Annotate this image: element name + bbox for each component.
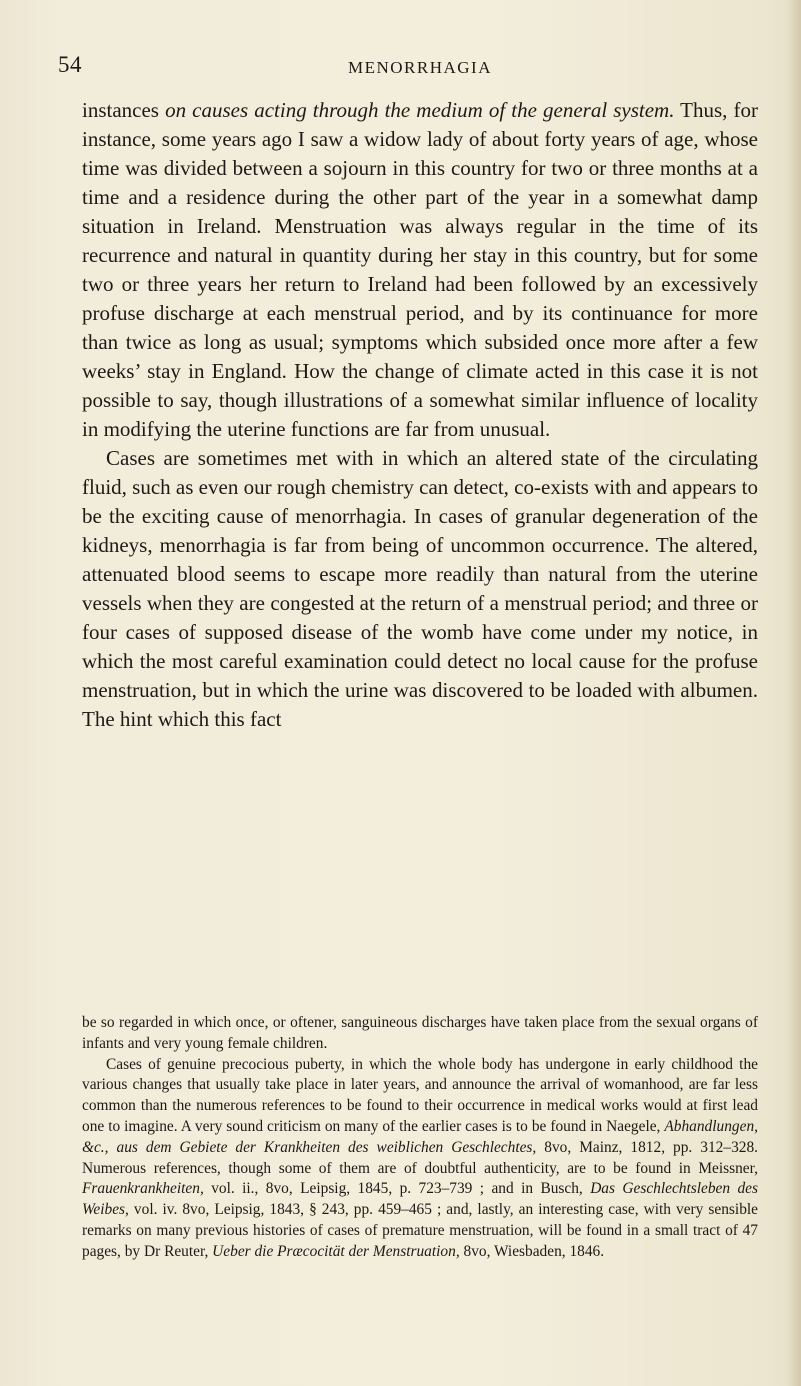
running-head: MENORRHAGIA: [348, 58, 492, 77]
paragraph-2: Cases are sometimes met with in which an altered state of the circulating fluid, such as even our rough chemistry can detect, co-exists with and appears to be the exciting cause of menorrhagia. In cases of granular degeneration of the kidneys, menorrhagia is far from being of uncommon occurrence. The altered, attenuated blood seems to escape more readily than natural from the uterine vessels when they are congested at the return of a menstrual period; and three or four cases of supposed disease of the womb have come under my notice, in which the most careful examination could detect no local cause for the profuse menstruation, but in which the urine was discovered to be loaded with albumen. The hint which this fact: [82, 446, 758, 731]
paragraph-1-text: Thus, for instance, some years ago I saw a widow lady of about forty years of age, whose time was divided between a sojourn in this country for two or three months at a time and a residence during the other part of the year in a somewhat damp situation in Ireland. Menstruation was always regular in the time of its recurrence and natural in quantity during her stay in this country, but for some two or three years her return to Ireland had been followed by an excessively profuse discharge at each menstrual period, and by its continuance for more than twice as long as usual; symptoms which subsided once more after a few weeks’ stay in England. How the change of climate acted in this case it is not possible to say, though illustrations of a somewhat similar influence of locality in modifying the uterine functions are far from unusual.: [82, 98, 758, 441]
sp-segment-a: Cases of genuine precocious puberty, in which the whole body has undergone in early childhood the various changes that usually take place in later years, and announce the arrival of womanhood, are far less common than the numerous references to be found to their occurrence in medical works would at first lead one to imagine. A very sound criticism on many of the earlier cases is to be found in Naegele,: [82, 1055, 758, 1135]
sp-segment-c: vol. ii., 8vo, Leipsig, 1845, p. 723–739 ; and in Busch,: [203, 1180, 591, 1198]
sp-segment-d: vol. iv. 8vo, Leipsig, 1843, § 243, pp. 459–465 ; and, lastly, an interesting case, with very sensible remarks on many previous histories of cases of premature menstruation, will be found in a small tract of 47 pages, by Dr Reuter,: [82, 1201, 758, 1260]
sp-segment-e: 8vo, Wiesbaden, 1846.: [459, 1242, 605, 1260]
paragraph-1: [82, 96, 758, 444]
sp-segment-b: 8vo, Mainz, 1812, pp. 312–328. Numerous references, though some of them are of doubtful authenticity, are to be found in Meissner,: [82, 1138, 759, 1177]
sp-citation-busch: Das Geschlechtsleben des Weibes,: [82, 1180, 758, 1219]
small-print-text: [82, 1013, 758, 1263]
main-text: [82, 96, 758, 734]
sp-citation-meissner: Frauenkrankheiten,: [82, 1180, 204, 1198]
page-header: [58, 52, 758, 84]
page-edge-shadow: [787, 0, 801, 1386]
small-print-continuation: be so regarded in which once, or oftener, sanguineous discharges have taken place from the sexual organs of infants and very young female children.: [82, 1014, 758, 1052]
small-print-paragraph: [82, 1055, 758, 1263]
sp-citation-reuter: Ueber die Præcocität der Menstruation,: [212, 1242, 460, 1260]
paragraph-1-lead: instances: [82, 98, 166, 122]
page-number: 54: [58, 52, 82, 77]
sp-citation-naegele: Abhandlungen, &c., aus dem Gebiete der Krankheiten des weiblichen Geschlechtes,: [82, 1117, 758, 1156]
paragraph-1-italic: on causes acting through the medium of the general system.: [165, 98, 675, 122]
